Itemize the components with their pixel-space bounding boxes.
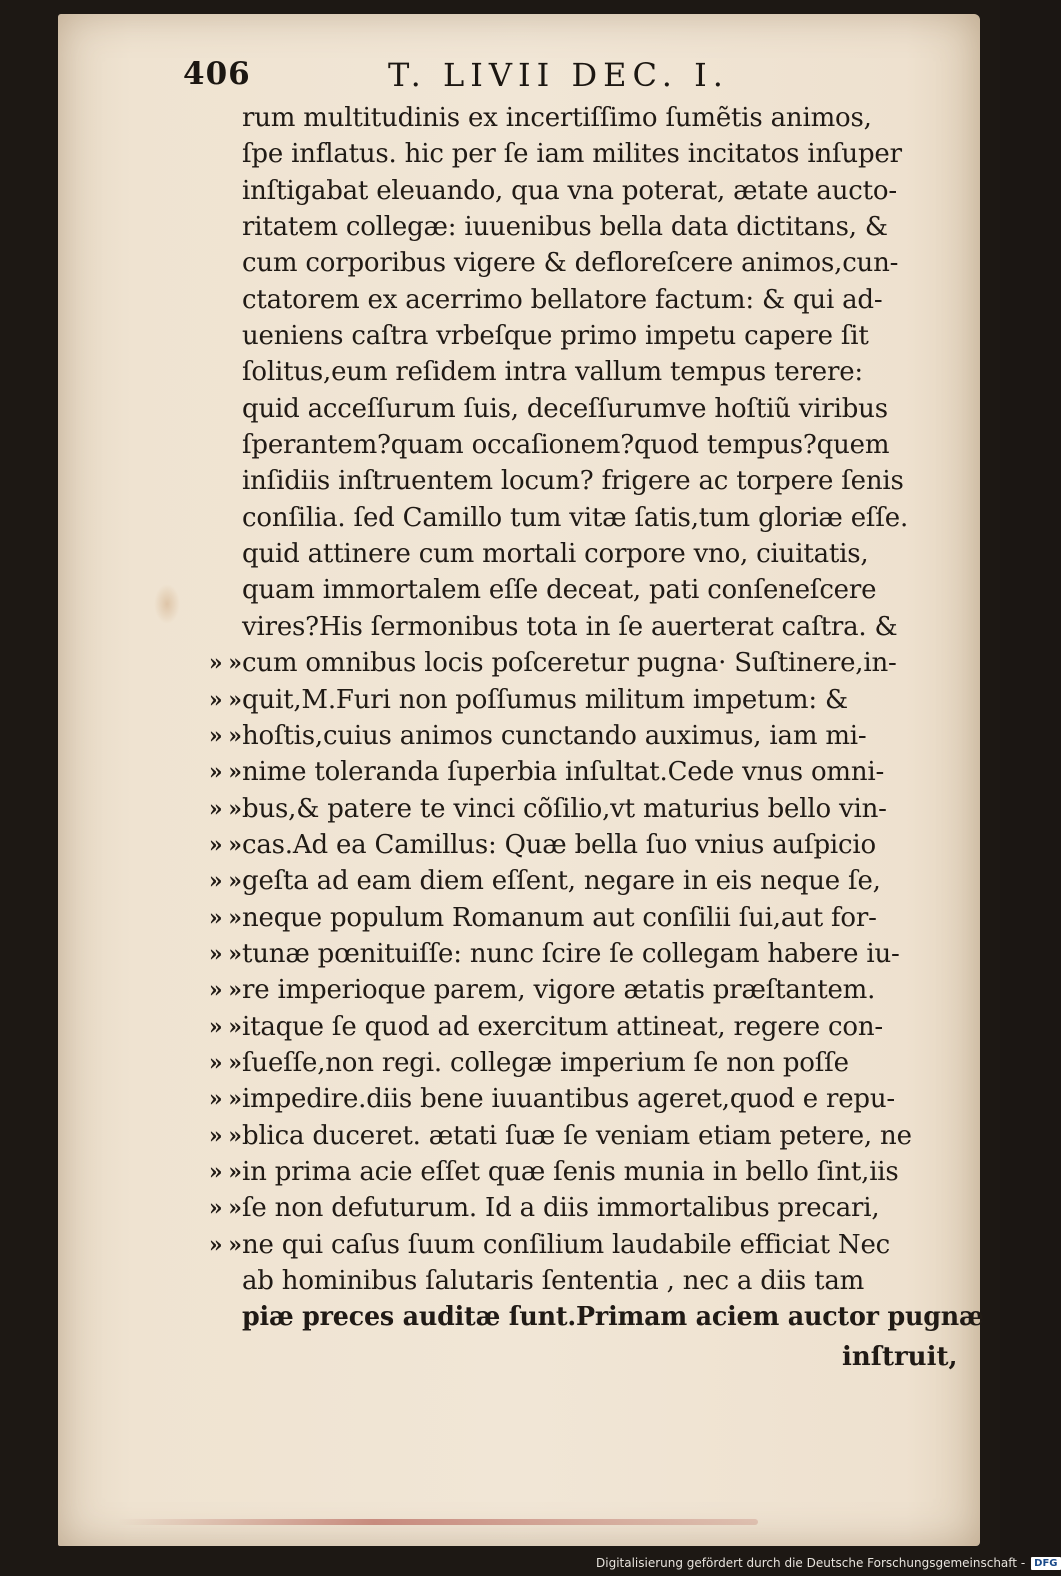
line-text: rum multitudinis ex incertiſſimo ſumẽtis animos,	[242, 103, 872, 133]
text-line	[150, 209, 980, 245]
line-text: impedire.diis bene iuuantibus ageret,quod e repu-	[242, 1084, 896, 1115]
page-header	[183, 56, 863, 106]
line-text: bus,& patere te vinci cõſilio,vt maturius bello vin-	[242, 793, 887, 824]
text-line	[150, 1263, 980, 1299]
text-line	[150, 427, 980, 463]
text-line	[150, 463, 980, 499]
line-text: conſilia. ſed Camillo tum vitæ ſatis,tum gloriæ eſſe.	[242, 502, 909, 533]
quotation-mark: » »	[208, 1122, 241, 1149]
line-text: itaque ſe quod ad exercitum attineat, regere con-	[242, 1011, 883, 1042]
text-line	[150, 972, 980, 1008]
text-line	[150, 609, 980, 645]
quotation-mark: » »	[208, 1231, 241, 1258]
page-number: 406	[183, 56, 251, 92]
digitization-credit	[596, 1554, 1061, 1572]
text-line	[150, 682, 980, 718]
text-line	[150, 1081, 980, 1117]
line-text: hoſtis,cuius animos cunctando auximus, iam mi-	[242, 720, 867, 751]
line-text: ſe non defuturum. Id a diis immortalibus precari,	[242, 1193, 880, 1224]
quotation-mark: » »	[208, 1195, 241, 1222]
line-text: nime toleranda ſuperbia inſultat.Cede vnus omni-	[242, 757, 885, 788]
text-line	[150, 718, 980, 754]
line-text: neque populum Romanum aut conſilii ſui,aut for-	[242, 902, 877, 933]
text-line	[150, 754, 980, 790]
quotation-mark: » »	[208, 686, 241, 713]
text-line	[150, 173, 980, 209]
line-text: geſta ad eam diem eſſent, negare in eis neque ſe,	[242, 866, 881, 897]
line-text: ne qui caſus ſuum conſilium laudabile efficiat Nec	[242, 1229, 890, 1260]
text-line	[150, 936, 980, 972]
text-line	[150, 863, 980, 899]
text-line	[150, 354, 980, 390]
text-line	[150, 245, 980, 281]
text-line	[150, 1154, 980, 1190]
line-text: re imperioque parem, vigore ætatis præſtantem.	[242, 975, 876, 1006]
line-text: tunæ pœnituiſſe: nunc ſcire ſe collegam habere iu-	[242, 938, 900, 969]
running-title: T. LIVII DEC. I.	[388, 56, 729, 94]
text-line	[150, 1299, 984, 1335]
quotation-mark: » »	[208, 1086, 241, 1113]
quotation-mark: » »	[208, 1049, 241, 1076]
text-line	[150, 1118, 980, 1154]
quotation-mark: » »	[208, 1158, 241, 1185]
line-text: quid attinere cum mortali corpore vno, ciuitatis,	[242, 539, 869, 570]
quotation-mark: » »	[208, 1013, 241, 1040]
line-text: ſueſſe,non regi. collegæ imperium ſe non poſſe	[242, 1047, 849, 1078]
line-text: ctatorem ex acerrimo bellatore factum: & qui ad-	[242, 284, 883, 315]
text-line	[150, 500, 980, 536]
line-text: inſtigabat eleuando, qua vna poterat, ætate aucto-	[242, 175, 897, 206]
quotation-mark: » »	[208, 650, 241, 677]
line-text: ab hominibus ſalutaris ſententia , nec a diis tam	[242, 1266, 865, 1296]
line-text: ſperantem?quam occaſionem?quod tempus?quem	[242, 430, 890, 461]
line-text: blica duceret. ætati ſuæ ſe veniam etiam petere, ne	[242, 1120, 912, 1151]
line-text: in prima acie eſſet quæ ſenis munia in bello ſint,iis	[242, 1156, 899, 1187]
line-text: quam immortalem eſſe deceat, pati conſeneſcere	[242, 575, 877, 606]
text-line	[150, 791, 980, 827]
text-line	[150, 282, 980, 318]
quotation-mark: » »	[208, 831, 241, 858]
text-line	[150, 391, 980, 427]
text-line	[150, 1227, 980, 1263]
line-text: inſidiis inſtruentem locum? frigere ac torpere ſenis	[242, 466, 904, 497]
text-block	[150, 100, 984, 1336]
credit-text: Digitalisierung gefördert durch die Deutsche Forschungsgemeinschaft -	[596, 1556, 1026, 1570]
dfg-logo-icon: DFG	[1031, 1557, 1060, 1570]
line-text: ſolitus,eum reſidem intra vallum tempus terere:	[242, 357, 863, 388]
text-line	[150, 827, 980, 863]
text-line	[150, 1045, 980, 1081]
quotation-mark: » »	[208, 759, 241, 786]
text-line	[150, 1009, 980, 1045]
text-line	[150, 100, 980, 136]
line-text: cum omnibus locis poſceretur pugna· Suſtinere,in-	[242, 648, 897, 679]
text-line	[150, 572, 980, 608]
quotation-mark: » »	[208, 977, 241, 1004]
line-text: ueniens caſtra vrbeſque primo impetu capere ſit	[242, 321, 869, 352]
line-text: ritatem collegæ: iuuenibus bella data dictitans, &	[242, 212, 888, 243]
text-line	[150, 136, 980, 172]
quotation-mark: » »	[208, 795, 241, 822]
text-line	[150, 536, 980, 572]
text-line	[150, 1190, 980, 1226]
line-text: cum corporibus vigere & defloreſcere animos,cun-	[242, 248, 899, 279]
catchword: inſtruit,	[842, 1342, 958, 1372]
quotation-mark: » »	[208, 940, 241, 967]
line-text: quit,M.Furi non poſſumus militum impetum: &	[242, 684, 848, 715]
line-text: ſpe inflatus. hic per ſe iam milites incitatos inſuper	[242, 139, 902, 170]
quotation-mark: » »	[208, 904, 241, 931]
line-text: piæ preces auditæ ſunt.Primam aciem auctor pugnæ	[242, 1302, 984, 1333]
quotation-mark: » »	[208, 868, 241, 895]
quotation-mark: » »	[208, 722, 241, 749]
line-text: quid acceſſurum ſuis, deceſſurumve hoſtiũ viribus	[242, 393, 888, 424]
line-text: cas.Ad ea Camillus: Quæ bella ſuo vnius auſpicio	[242, 829, 876, 860]
text-line	[150, 318, 980, 354]
text-line	[150, 645, 980, 681]
line-text: vires?His ſermonibus tota in ſe auerterat caſtra. &	[242, 611, 898, 642]
text-line	[150, 900, 980, 936]
